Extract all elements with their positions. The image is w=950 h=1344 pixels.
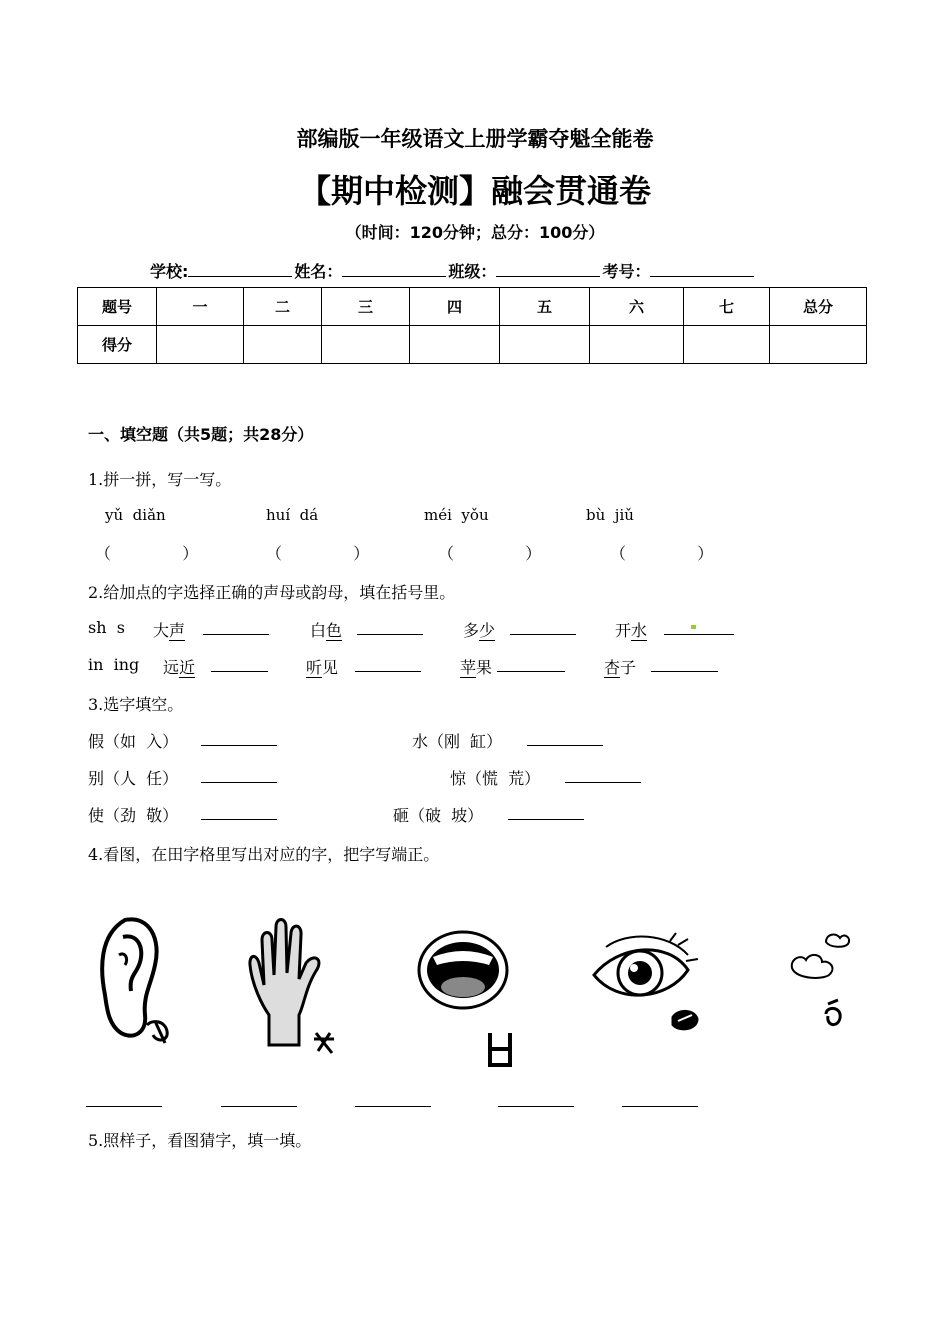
word-item: 苹果 xyxy=(460,658,493,677)
hand-icon xyxy=(244,915,339,1055)
column-header: 一 xyxy=(157,288,244,326)
question-4-prompt: 4.看图，在田字格里写出对应的字，把字写端正。 xyxy=(88,845,440,864)
pinyin-item: huí dá xyxy=(266,506,319,524)
answer-line[interactable] xyxy=(527,731,603,746)
answer-line[interactable] xyxy=(508,805,584,820)
answer-line[interactable] xyxy=(565,768,641,783)
student-info-row xyxy=(150,259,756,282)
answer-line[interactable] xyxy=(355,657,421,672)
row-header: 题号 xyxy=(78,288,157,326)
answer-line[interactable] xyxy=(357,620,423,635)
question-5-prompt: 5.照样子，看图猜字，填一填。 xyxy=(88,1131,312,1150)
answer-line[interactable] xyxy=(221,1106,297,1107)
answer-bracket[interactable]: （ ） xyxy=(610,544,714,563)
answer-line[interactable] xyxy=(651,657,718,672)
answer-line[interactable] xyxy=(201,805,277,820)
exam-no-label: 考号： xyxy=(602,262,651,281)
table-row xyxy=(78,288,867,326)
pinyin-item: yǔ diǎn xyxy=(105,506,166,524)
question-3-prompt: 3.选字填空。 xyxy=(88,695,184,714)
answer-line[interactable] xyxy=(510,620,576,635)
exam-no-field[interactable] xyxy=(650,261,754,277)
option-label: in ing xyxy=(88,655,140,674)
answer-bracket[interactable]: （ ） xyxy=(266,544,370,563)
answer-line[interactable] xyxy=(201,731,277,746)
score-cell[interactable] xyxy=(770,326,867,364)
score-cell[interactable] xyxy=(410,326,500,364)
word-item: 远近 xyxy=(163,658,196,677)
table-row xyxy=(78,326,867,364)
score-cell[interactable] xyxy=(590,326,684,364)
answer-line[interactable] xyxy=(86,1106,162,1107)
school-field[interactable] xyxy=(188,261,292,277)
answer-line[interactable] xyxy=(203,620,269,635)
column-header: 三 xyxy=(322,288,410,326)
word-item: 白色 xyxy=(310,621,343,640)
ear-icon xyxy=(95,915,175,1045)
school-label: 学校: xyxy=(150,262,189,281)
score-cell[interactable] xyxy=(322,326,410,364)
score-cell[interactable] xyxy=(500,326,590,364)
mouth-icon xyxy=(415,925,515,1070)
score-cell[interactable] xyxy=(684,326,770,364)
class-field[interactable] xyxy=(496,261,600,277)
column-header: 四 xyxy=(410,288,500,326)
choice-item: 假（如 入） xyxy=(88,732,179,751)
score-table xyxy=(77,287,867,364)
choice-item: 惊（慌 荒） xyxy=(450,769,541,788)
option-label: sh s xyxy=(88,618,125,637)
answer-line[interactable] xyxy=(664,620,734,635)
stray-mark xyxy=(691,625,696,629)
time-info: （时间：120分钟；总分：100分） xyxy=(345,223,605,242)
answer-line[interactable] xyxy=(211,657,268,672)
answer-line[interactable] xyxy=(498,1106,574,1107)
column-header: 七 xyxy=(684,288,770,326)
choice-item: 使（劲 敬） xyxy=(88,806,179,825)
score-cell[interactable] xyxy=(244,326,322,364)
word-item: 大声 xyxy=(153,621,186,640)
word-item: 开水 xyxy=(615,621,648,640)
row-header: 得分 xyxy=(78,326,157,364)
exam-title: 【期中检测】融会贯通卷 xyxy=(298,172,651,210)
answer-line[interactable] xyxy=(355,1106,431,1107)
pinyin-item: méi yǒu xyxy=(424,506,489,524)
exam-subtitle: 部编版一年级语文上册学霸夺魁全能卷 xyxy=(296,127,654,151)
answer-line[interactable] xyxy=(201,768,277,783)
answer-line[interactable] xyxy=(497,657,565,672)
word-item: 多少 xyxy=(463,621,496,640)
column-header: 二 xyxy=(244,288,322,326)
word-item: 听见 xyxy=(306,658,339,677)
choice-item: 水（刚 缸） xyxy=(412,732,503,751)
pinyin-item: bù jiǔ xyxy=(586,506,634,524)
question-1-prompt: 1.拼一拼，写一写。 xyxy=(88,470,232,489)
cloud-icon xyxy=(786,926,856,1046)
answer-bracket[interactable]: （ ） xyxy=(438,544,542,563)
choice-item: 别（人 任） xyxy=(88,769,179,788)
answer-line[interactable] xyxy=(622,1106,698,1107)
column-header: 五 xyxy=(500,288,590,326)
question-2-prompt: 2.给加点的字选择正确的声母或韵母，填在括号里。 xyxy=(88,583,456,602)
name-field[interactable] xyxy=(342,261,446,277)
section-title: 一、填空题（共5题；共28分） xyxy=(88,425,314,444)
score-cell[interactable] xyxy=(157,326,244,364)
column-header: 六 xyxy=(590,288,684,326)
eye-icon xyxy=(588,925,703,1040)
answer-bracket[interactable]: （ ） xyxy=(95,544,199,563)
name-label: 姓名： xyxy=(294,262,343,281)
column-header: 总分 xyxy=(770,288,867,326)
choice-item: 砸（破 坡） xyxy=(393,806,484,825)
class-label: 班级： xyxy=(448,262,497,281)
word-item: 杏子 xyxy=(604,658,637,677)
